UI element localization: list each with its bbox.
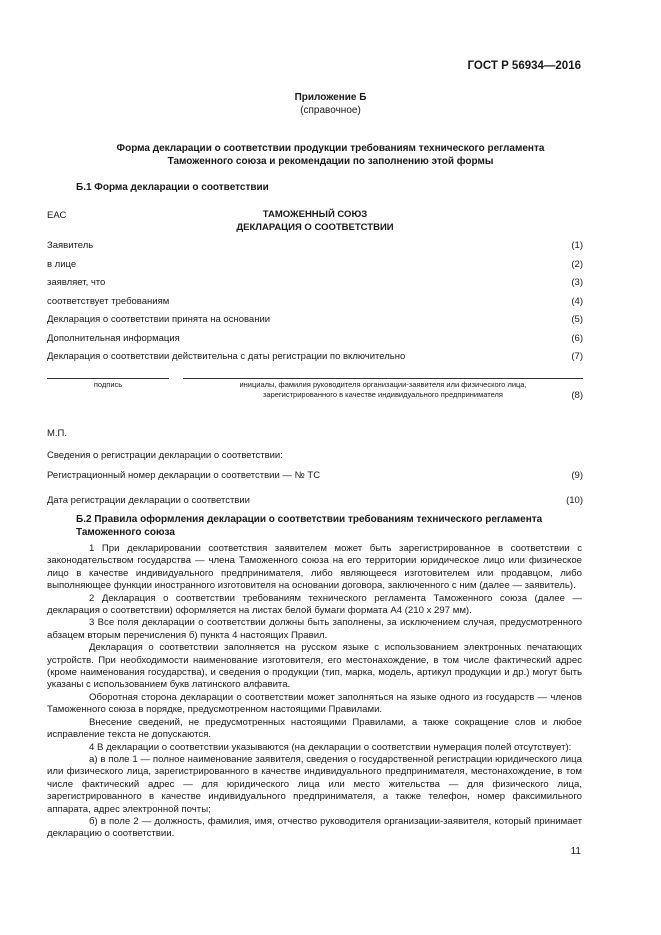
form-field-additional-info xyxy=(47,333,583,344)
field-label: в лице xyxy=(47,259,77,270)
field-label: Дополнительная информация xyxy=(47,333,180,344)
field-label: заявляет, что xyxy=(47,277,106,288)
form-field-reg-number xyxy=(47,470,583,481)
form-title-union: ТАМОЖЕННЫЙ СОЮЗ xyxy=(262,209,368,220)
name-line xyxy=(183,378,583,379)
field-number: (9) xyxy=(571,470,583,481)
field-label: Декларация о соответствии действительна с даты регистрации по включительно xyxy=(47,351,406,362)
name-caption-line1: инициалы, фамилия руководителя организации-заявителя или физического лица, xyxy=(239,380,527,389)
main-heading-line2: Таможенного союза и рекомендации по заполнению этой формы xyxy=(167,156,494,167)
paragraph: 4 В декларации о соответствии указываются (на декларации о соответствии нумерация полей отсутствует): xyxy=(89,741,572,753)
paragraph: б) в поле 2 — должность, фамилия, имя, отчество руководителя организации-заявителя, который принимает декларацию о соответствии. xyxy=(47,815,582,840)
field-label: Заявитель xyxy=(47,240,94,251)
name-caption-line2: зарегистрированного в качестве индивидуального предпринимателя xyxy=(262,390,503,399)
form-field-complies xyxy=(47,296,583,307)
section2-title-line2: Таможенного союза xyxy=(76,527,175,538)
section2-body xyxy=(47,543,582,841)
signature-field-number: (8) xyxy=(571,390,583,401)
section1-title: Б.1 Форма декларации о соответствии xyxy=(76,182,269,193)
field-number: (6) xyxy=(571,333,583,344)
field-number: (2) xyxy=(571,259,583,270)
section2-title-line1: Б.2 Правила оформления декларации о соответствии требованиям технического регламента xyxy=(76,514,543,525)
field-number: (3) xyxy=(571,277,583,288)
paragraph: Декларация о соответствии заполняется на русском языке с использованием электронных печатающих устройств. При необходимости наименование изготовителя, его местонахождение, в том числе фактический адрес (кроме наименования государства), и сведения о продукции (тип, марка, модель, артикул продукции и др.) могут быть указаны с использованием букв латинского алфавита. xyxy=(47,642,582,691)
field-label: Дата регистрации декларации о соответствии xyxy=(47,495,250,506)
form-field-applicant xyxy=(47,240,583,251)
field-label: Декларация о соответствии принята на основании xyxy=(47,314,271,325)
page-number: 11 xyxy=(570,846,581,857)
paragraph: 2 Декларация о соответствии требованиям технического регламента Таможенного союза (далее — декларация о соответствии) оформляется на листах белой бумаги формата А4 (210 x 297 мм). xyxy=(47,592,582,617)
annex-title: Приложение Б xyxy=(294,92,367,103)
eac-mark: ЕАС xyxy=(47,210,67,221)
field-number: (4) xyxy=(571,296,583,307)
field-label: соответствует требованиям xyxy=(47,296,170,307)
field-number: (5) xyxy=(571,314,583,325)
form-field-validity xyxy=(47,351,583,362)
registration-info: Сведения о регистрации декларации о соответствии: xyxy=(47,450,283,461)
form-field-reg-date xyxy=(47,495,583,506)
main-heading-line1: Форма декларации о соответствии продукции требованиям технического регламента xyxy=(116,143,545,154)
paragraph: а) в поле 1 — полное наименование заявителя, сведения о государственной регистрации юридического лица или физического лица, зарегистрированного в качестве индивидуального предпринимателя, местонахождение, в том числе фактический адрес — для юридического лица или место жительства — для физического лица, зарегистрированного в качестве индивидуального предпринимателя, а также телефон, номер факсимильного аппарата, адрес электронной почты; xyxy=(47,753,582,815)
form-field-declares xyxy=(47,277,583,288)
form-title-declaration: ДЕКЛАРАЦИЯ О СООТВЕТСТВИИ xyxy=(236,222,394,233)
paragraph: Оборотная сторона декларации о соответствии может заполняться на языке одного из государств — членов Таможенного союза в порядке, предусмотренном настоящими Правилами. xyxy=(47,691,582,716)
gost-number: ГОСТ Р 56934—2016 xyxy=(467,60,581,72)
field-label: Регистрационный номер декларации о соответствии — № ТС xyxy=(47,470,321,481)
form-field-represented-by xyxy=(47,259,583,270)
field-number: (10) xyxy=(566,495,583,506)
form-field-basis xyxy=(47,314,583,325)
paragraph: Внесение сведений, не предусмотренных настоящими Правилами, а также сокращение слов и любое исправление текста не допускаются. xyxy=(47,716,582,741)
paragraph: 1 При декларировании соответствия заявителем может быть зарегистрированное в соответствии с законодательством государства — члена Таможенного союза на его территории юридическое лицо или физическое лицо в качестве индивидуального предпринимателя, либо являющееся изготовителем или продавцом, либо выполняющее функции иностранного изготовителя на основании договора, заключенного с ним (далее — заявитель). xyxy=(47,543,582,592)
signature-caption: подпись xyxy=(93,380,123,389)
field-number: (1) xyxy=(571,240,583,251)
seal-place: М.П. xyxy=(47,428,68,439)
annex-subtitle: (справочное) xyxy=(300,105,361,116)
paragraph: 3 Все поля декларации о соответствии должны быть заполнены, за исключением случая, предусмотренного абзацем вторым перечисления б) пункта 4 настоящих Правил. xyxy=(47,617,582,641)
field-number: (7) xyxy=(571,351,583,362)
signature-line xyxy=(47,378,169,379)
